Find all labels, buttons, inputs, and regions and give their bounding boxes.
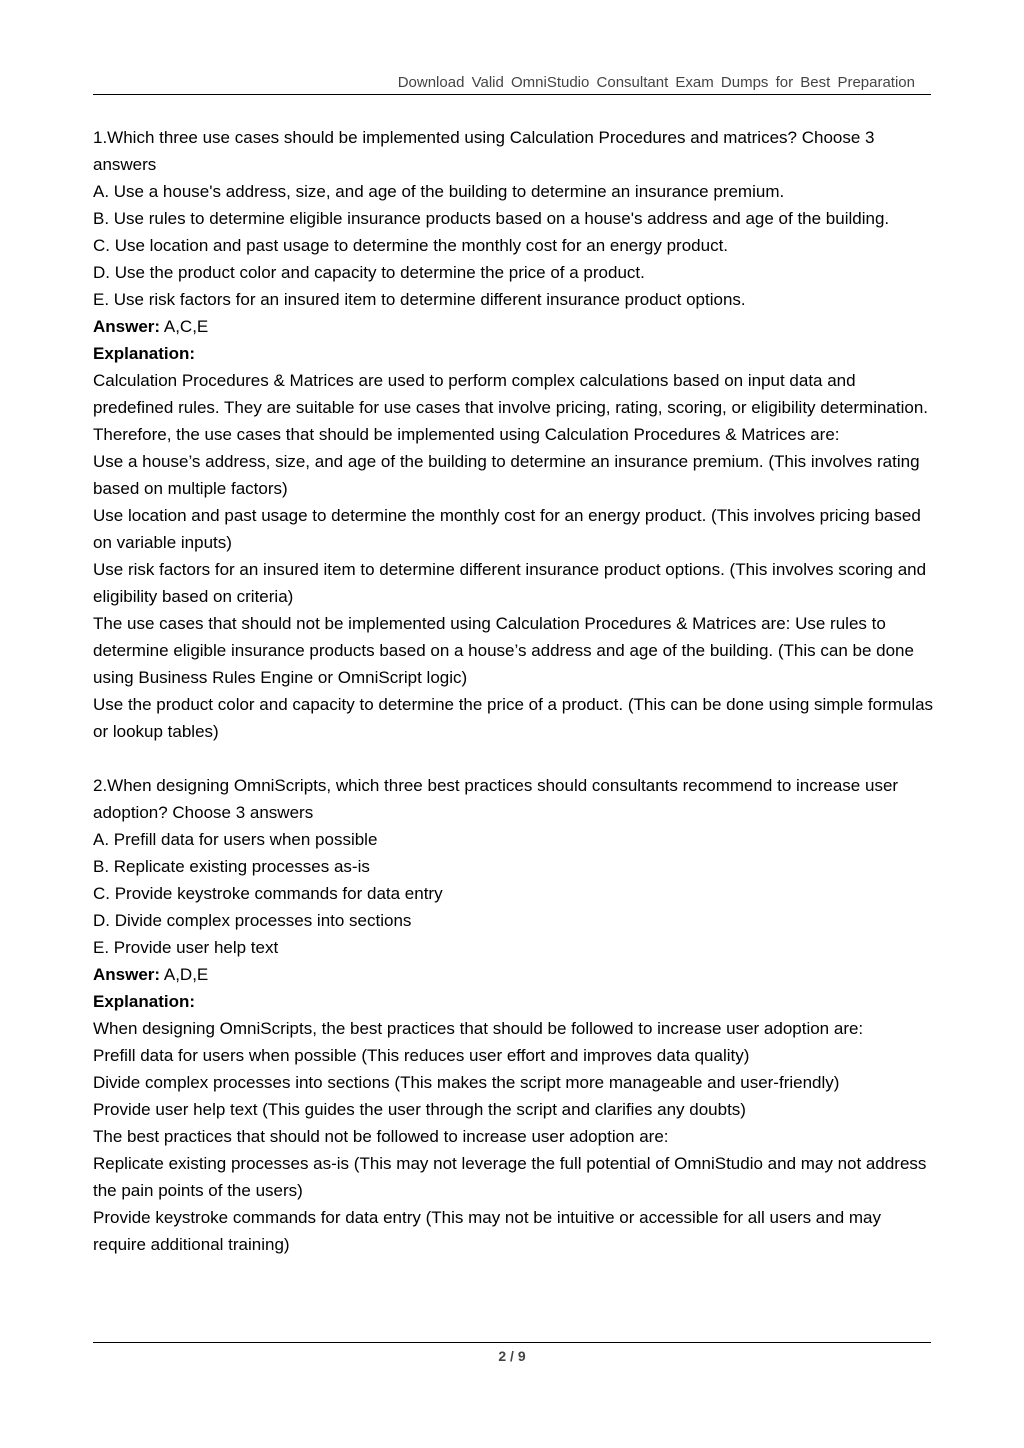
explanation-paragraph: Use a house’s address, size, and age of the building to determine an insurance premium. (This involves rating based on multiple factors) bbox=[93, 452, 920, 498]
question-text: 1.Which three use cases should be implemented using Calculation Procedures and matrices? Choose 3 answers bbox=[93, 128, 875, 174]
answer-line bbox=[93, 961, 938, 988]
answer-value: A,C,E bbox=[160, 317, 209, 336]
explanation-paragraph: Use risk factors for an insured item to determine different insurance product options. (This involves scoring and eligibility based on criteria) bbox=[93, 560, 927, 606]
option-c: C. Provide keystroke commands for data entry bbox=[93, 884, 443, 903]
explanation-paragraph: When designing OmniScripts, the best practices that should be followed to increase user adoption are: bbox=[93, 1019, 864, 1038]
explanation-paragraph: Provide keystroke commands for data entry (This may not be intuitive or accessible for all users and may require additional training) bbox=[93, 1208, 882, 1254]
answer-value: A,D,E bbox=[160, 965, 209, 984]
option-b: B. Replicate existing processes as-is bbox=[93, 857, 370, 876]
question-block-2 bbox=[93, 772, 938, 1258]
answer-label: Answer: bbox=[93, 317, 161, 336]
header-title: Download Valid OmniStudio Consultant Exam Dumps for Best Preparation bbox=[397, 74, 915, 91]
explanation-paragraph: The best practices that should not be followed to increase user adoption are: bbox=[93, 1127, 669, 1146]
explanation-paragraph: Calculation Procedures & Matrices are used to perform complex calculations based on input data and predefined rules. They are suitable for use cases that involve pricing, rating, scoring, or eligibility determination. Therefore, the use cases that should be implemented using Calculation Procedures & Matrices are: bbox=[93, 371, 929, 444]
explanation-paragraph: Replicate existing processes as-is (This may not leverage the full potential of OmniStudio and may not address the pain points of the users) bbox=[93, 1154, 927, 1200]
option-d: D. Use the product color and capacity to determine the price of a product. bbox=[93, 263, 645, 282]
option-a: A. Prefill data for users when possible bbox=[93, 830, 378, 849]
document-body bbox=[93, 124, 938, 1285]
explanation-paragraph: Prefill data for users when possible (This reduces user effort and improves data quality) bbox=[93, 1046, 750, 1065]
explanation-paragraph: The use cases that should not be implemented using Calculation Procedures & Matrices are: Use rules to determine eligible insurance products based on a house’s address and age of the building. (This can be done using Business Rules Engine or OmniScript logic) bbox=[93, 614, 914, 687]
question-text: 2.When designing OmniScripts, which three best practices should consultants recommend to increase user adoption? Choose 3 answers bbox=[93, 776, 899, 822]
option-c: C. Use location and past usage to determine the monthly cost for an energy product. bbox=[93, 236, 729, 255]
explanation-label: Explanation: bbox=[93, 992, 196, 1011]
option-a: A. Use a house's address, size, and age of the building to determine an insurance premium. bbox=[93, 182, 785, 201]
option-d: D. Divide complex processes into sections bbox=[93, 911, 412, 930]
option-e: E. Use risk factors for an insured item to determine different insurance product options. bbox=[93, 290, 746, 309]
explanation-label: Explanation: bbox=[93, 344, 196, 363]
explanation-paragraph: Use the product color and capacity to determine the price of a product. (This can be done using simple formulas or lookup tables) bbox=[93, 695, 934, 741]
explanation-paragraph: Divide complex processes into sections (This makes the script more manageable and user-friendly) bbox=[93, 1073, 840, 1092]
question-block-1 bbox=[93, 124, 938, 745]
page-footer bbox=[93, 1342, 931, 1364]
answer-line bbox=[93, 313, 938, 340]
option-b: B. Use rules to determine eligible insurance products based on a house's address and age of the building. bbox=[93, 209, 890, 228]
page-header bbox=[93, 72, 931, 95]
explanation-paragraph: Provide user help text (This guides the user through the script and clarifies any doubts) bbox=[93, 1100, 746, 1119]
answer-label: Answer: bbox=[93, 965, 161, 984]
explanation-paragraph: Use location and past usage to determine the monthly cost for an energy product. (This involves pricing based on variable inputs) bbox=[93, 506, 921, 552]
option-e: E. Provide user help text bbox=[93, 938, 279, 957]
page-number: 2 / 9 bbox=[498, 1348, 526, 1364]
